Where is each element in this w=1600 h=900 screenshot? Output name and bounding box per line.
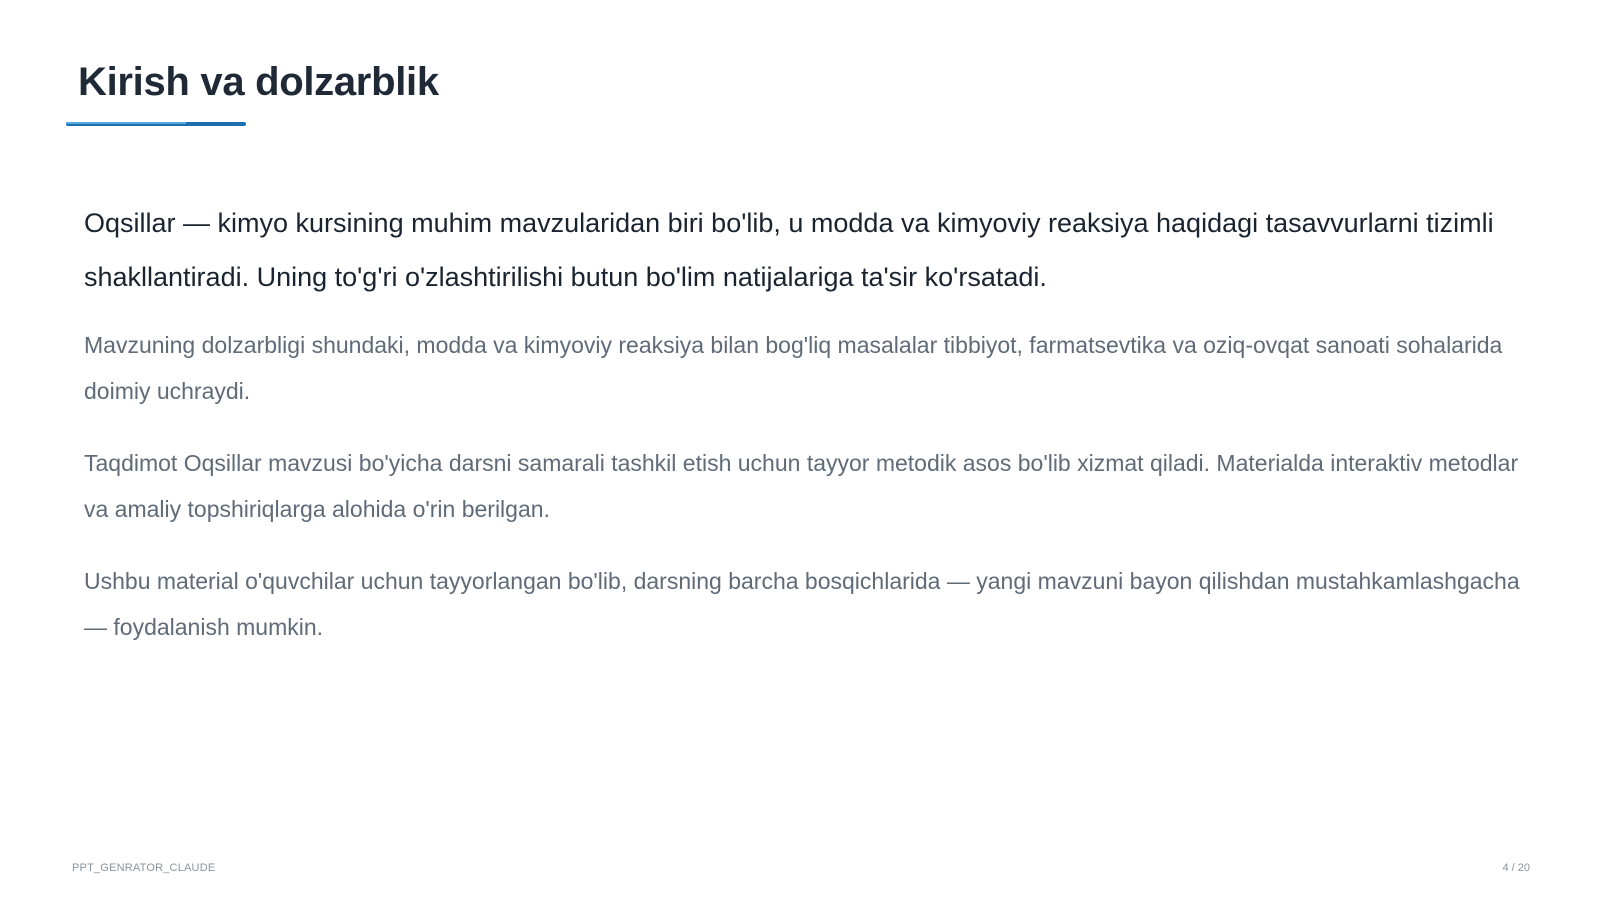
body-paragraph-relevance: Mavzuning dolzarbligi shundaki, modda va kimyoviy reaksiya bilan bog'liq masalalar tibbiyot, farmatsevtika va oziq-ovqat sanoati sohalarida doimiy uchraydi. — [84, 332, 1503, 404]
title-underline-highlight — [66, 122, 186, 124]
slide-title: Kirish va dolzarblik — [78, 60, 439, 104]
page-number: 4 / 20 — [1502, 862, 1530, 874]
body-paragraph-methodology: Taqdimot Oqsillar mavzusi bo'yicha darsni samarali tashkil etish uchun tayyor metodik asos bo'lib xizmat qiladi. Materialda interaktiv metodlar va amaliy topshiriqlarga alohida o'rin berilgan. — [84, 450, 1519, 522]
title-underline — [66, 122, 246, 127]
slide-content — [84, 196, 1524, 676]
lead-paragraph: Oqsillar — kimyo kursining muhim mavzularidan biri bo'lib, u modda va kimyoviy reaksiya haqidagi tasavvurlarni tizimli shakllantiradi. Uning to'g'ri o'zlashtirilishi butun bo'lim natijalariga ta'sir ko'rsatadi. — [84, 208, 1494, 292]
body-paragraph-usage: Ushbu material o'quvchilar uchun tayyorlangan bo'lib, darsning barcha bosqichlarida — yangi mavzuni bayon qilishdan mustahkamlashgacha — foydalanish mumkin. — [84, 568, 1520, 640]
footer-label: PPT_GENRATOR_CLAUDE — [72, 862, 216, 874]
